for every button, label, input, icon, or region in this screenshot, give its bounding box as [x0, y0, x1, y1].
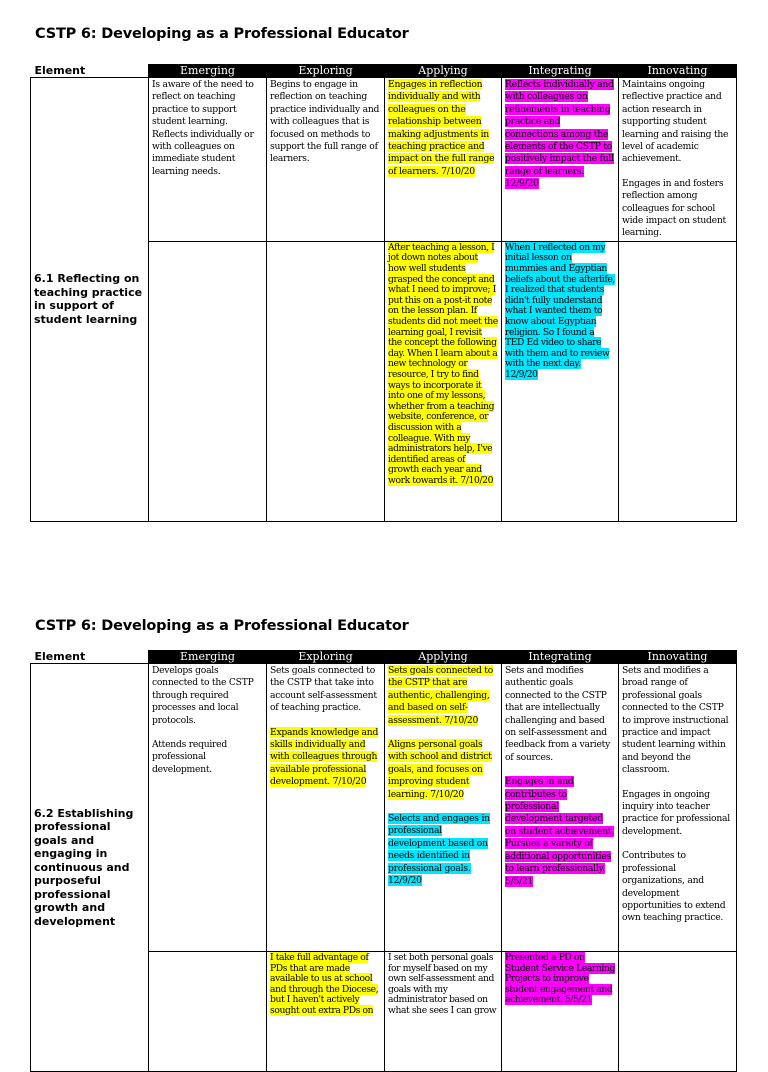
- exploring-descriptor: [267, 664, 385, 952]
- descriptor-row: [31, 78, 737, 242]
- exploring-evidence: [267, 241, 385, 521]
- integrating-text-1: Sets and modifies authentic goals connected to the CSTP that are intellectually challenging and based on self-assessment and feedback from a variety of sources.: [505, 665, 611, 763]
- rubric-table-6-1: [30, 64, 737, 522]
- header-integrating: Integrating: [502, 651, 619, 664]
- innovating-descriptor: [619, 78, 737, 242]
- innovating-text-2: Engages in and fosters reflection among colleagues for school wide impact on student learning.: [622, 177, 726, 239]
- applying-text-1: Sets goals connected to the CSTP that are authentic, challenging, and based on self-assessment. 7/10/20: [388, 665, 494, 726]
- exploring-text: Begins to engage in reflection on teaching practice individually and with colleagues that is focused on methods to support the full range of learners.: [270, 79, 380, 165]
- header-integrating: Integrating: [502, 65, 619, 78]
- applying-text-3: Selects and engages in professional development based on needs identified in professional goals. 12/9/20: [388, 813, 490, 887]
- rubric-table-6-2: [30, 650, 737, 1072]
- innovating-text-3: Contributes to professional organizations, and development opportunities to extend own teaching practice.: [622, 850, 726, 924]
- innovating-text-1: Sets and modifies a broad range of professional goals connected to the CSTP to improve instructional practice and impact student learning within and beyond the classroom.: [622, 665, 729, 776]
- emerging-text-1: Develops goals connected to the CSTP through required processes and local protocols.: [152, 665, 254, 726]
- applying-descriptor: [385, 664, 502, 952]
- exploring-text-2: Expands knowledge and skills individually and with colleagues through available professional development. 7/10/20: [270, 726, 379, 788]
- integrating-evidence: [502, 241, 619, 521]
- innovating-evidence: [619, 952, 737, 1072]
- header-applying: Applying: [385, 651, 502, 664]
- emerging-text: Is aware of the need to reflect on teaching practice to support student learning. Reflects individually or with colleagues on immediate student learning needs.: [152, 79, 254, 177]
- element-label: [31, 78, 149, 522]
- header-element: Element: [31, 651, 149, 664]
- emerging-text-2: Attends required professional development.: [152, 739, 228, 775]
- header-row: [31, 65, 737, 78]
- header-applying: Applying: [385, 65, 502, 78]
- integrating-evidence: [502, 952, 619, 1072]
- exploring-evidence: [267, 952, 385, 1072]
- integrating-evidence-text: When I reflected on my initial lesson on mummies and Egyptian beliefs about the afterlife, I realized that students didn't fully understand what I wanted them to know about Egyptian religion. So I found a TED Ed video to share with them and to review with the next day. 12/9/20: [505, 241, 615, 380]
- exploring-descriptor: [267, 78, 385, 242]
- integrating-text: Reflects individually and with colleagues on refinements in teaching practice and connections among the elements of the CSTP to positively impact the full range of learners. 12/9/20: [505, 79, 614, 190]
- header-exploring: Exploring: [267, 65, 385, 78]
- integrating-evidence-text: Presented a PD on Student Service Learning Projects to improve student engagement and achievement. 5/5/21: [505, 952, 615, 1006]
- header-emerging: Emerging: [149, 651, 267, 664]
- integrating-descriptor: [502, 664, 619, 952]
- applying-evidence-text: I set both personal goals for myself based on my own self-assessment and goals with my administrator based on what she sees I can grow: [388, 952, 497, 1016]
- descriptor-row: [31, 664, 737, 952]
- header-exploring: Exploring: [267, 651, 385, 664]
- header-innovating: Innovating: [619, 65, 737, 78]
- innovating-evidence: [619, 241, 737, 521]
- emerging-evidence: [149, 241, 267, 521]
- emerging-evidence: [149, 952, 267, 1072]
- applying-text-2: Aligns personal goals with school and district goals, and focuses on improving student learning. 7/10/20: [388, 739, 492, 800]
- applying-evidence-text: After teaching a lesson, I jot down notes about how well students grasped the concept and what I need to improve; I put this on a post-it note on the lesson plan. If students did not meet the learning goal, I revisit the concept the following day. When I learn about a new technology or resource, I try to find ways to incorporate it into one of my lessons, whether from a teaching website, conference, or discussion with a colleague. With my administrators help, I've identified areas of growth each year and work towards it. 7/10/20: [388, 241, 498, 486]
- emerging-descriptor: [149, 664, 267, 952]
- element-label-text: 6.2 Establishing professional goals and engaging in continuous and purposeful professional growth and development: [34, 806, 134, 928]
- element-label-text: 6.1 Reflecting on teaching practice in support of student learning: [34, 272, 143, 326]
- applying-text: Engages in reflection individually and with colleagues on the relationship between making adjustments in teaching practice and impact on the full range of learners. 7/10/20: [388, 79, 495, 177]
- innovating-descriptor: [619, 664, 737, 952]
- emerging-descriptor: [149, 78, 267, 242]
- section2-title: CSTP 6: Developing as a Professional Educator: [35, 618, 409, 634]
- applying-evidence: [385, 241, 502, 521]
- innovating-text-1: Maintains ongoing reflective practice and action research in supporting student learning and raising the level of academic achievement.: [622, 79, 729, 165]
- exploring-evidence-text: I take full advantage of PDs that are made available to us at school and through the Diocese, but I haven't actively sought out extra PDs on: [270, 952, 379, 1016]
- exploring-text-1: Sets goals connected to the CSTP that take into account self-assessment of teaching practice.: [270, 665, 377, 714]
- header-element: Element: [31, 65, 149, 78]
- section1-title: CSTP 6: Developing as a Professional Educator: [35, 26, 409, 42]
- header-emerging: Emerging: [149, 65, 267, 78]
- integrating-text-2: Engages in and contributes to professional development targeted on student achievement. Pursues a variety of additional opportunities to learn professionally. 5/5/21: [505, 776, 615, 887]
- applying-descriptor: [385, 78, 502, 242]
- element-label: [31, 664, 149, 1072]
- innovating-text-2: Engages in ongoing inquiry into teacher practice for professional development.: [622, 788, 730, 837]
- header-row: [31, 651, 737, 664]
- applying-evidence: [385, 952, 502, 1072]
- integrating-descriptor: [502, 78, 619, 242]
- header-innovating: Innovating: [619, 651, 737, 664]
